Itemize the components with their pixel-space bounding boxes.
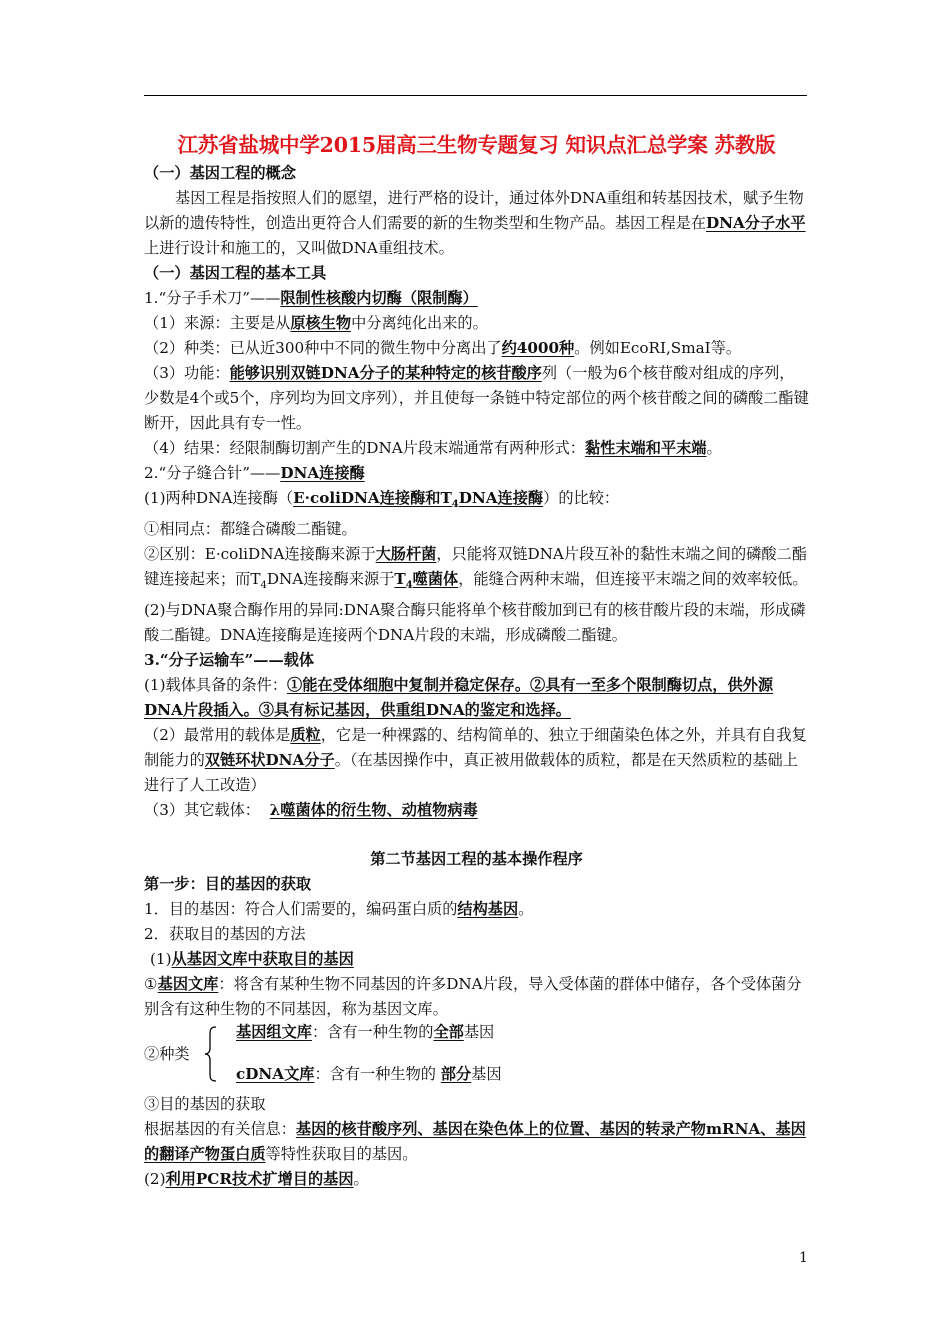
tool2-vs-polymerase: (2)与DNA聚合酶作用的异同:DNA聚合酶只能将单个核苷酸加到已有的核苷酸片段的末端，形成磷酸二酯键。DNA连接酶是连接两个DNA片段的末端，形成磷酸二酯键。 [144,601,806,645]
header-rule [144,95,807,96]
section-heading-tools: （一）基因工程的基本工具 [144,264,327,282]
get-target-info: 根据基因的有关信息：基因的核苷酸序列、基因在染色体上的位置、基因的转录产物mRNA、基因的翻译产物蛋白质等特性获取目的基因。 [144,1120,806,1164]
section-heading-concept: （一）基因工程的概念 [144,164,296,182]
method-library: (1)从基因文库中获取目的基因 [150,950,354,969]
cdna-library: cDNA文库：含有一种生物的 部分基因 [236,1065,502,1084]
gene-library-def: ①基因文库：将含有某种生物不同基因的许多DNA片段，导入受体菌的群体中储存，各个受体菌分别含有这种生物的不同基因，称为基因文库。 [144,975,802,1019]
types-label: ②种类 [144,1045,190,1064]
get-target-heading: ③目的基因的获取 [144,1095,266,1114]
target-gene-methods: 2．获取目的基因的方法 [144,925,306,944]
tool2-diff: ②区别：E·coliDNA连接酶来源于大肠杆菌，只能将双链DNA片段互补的黏性末端之间的磷酸二酯键连接起来；而$T_4DNA$连接酶来源于$T_4$噬菌体，能缝合两种末端，但连接平末端之间的效率较低。 [144,545,808,592]
document-body [144,130,809,1192]
tool1-types: （2）种类：已从近300种中不同的微生物中分离出了约4000种。例如EcoRI,SmaI等。 [144,339,742,357]
page-number: 1 [799,1250,808,1266]
tool3-heading: 3.“分子运输车”——载体 [144,651,315,670]
tool3-other: （3）其它载体： λ噬菌体的衍生物、动植物病毒 [144,801,478,820]
target-gene-def: 1．目的基因：符合人们需要的，编码蛋白质的结构基因。 [144,900,534,919]
tool3-plasmid: （2）最常用的载体是质粒，它是一种裸露的、结构简单的、独立于细菌染色体之外，并具有自我复制能力的双链环状DNA分子。（在基因操作中，真正被用做载体的质粒，都是在天然质粒的基础上进行了人工改造） [144,726,807,795]
tool1-result: （4）结果：经限制酶切割产生的DNA片段末端通常有两种形式：黏性末端和平末端。 [144,439,722,457]
genomic-library: 基因组文库：含有一种生物的全部基因 [236,1023,495,1042]
tool2-compare: (1)两种DNA连接酶（E·coliDNA连接酶和$T_4DNA$连接酶）的比较： [144,489,620,511]
tool1-source: （1）来源：主要是从原核生物中分离纯化出来的。 [144,314,488,332]
library-types [144,1022,809,1086]
tool1-heading: 1.“分子手术刀”——限制性核酸内切酶（限制酶） [144,289,478,307]
tool3-conditions: (1)载体具备的条件：①能在受体细胞中复制并稳定保存。②具有一至多个限制酶切点，供外源DNA片段插入。③具有标记基因，供重组DNA的鉴定和选择。 [144,676,774,720]
tool1-function: （3）功能：能够识别双链DNA分子的某种特定的核苷酸序列（一般为6个核苷酸对组成的序列，少数是4个或5个，序列均为回文序列），并且使每一条链中特定部位的两个核苷酸之间的磷酸二酯键断开，因此具有专一性。 [144,364,809,432]
step1-heading: 第一步：目的基因的获取 [144,875,312,894]
concept-paragraph: 基因工程是指按照人们的愿望，进行严格的设计，通过体外DNA重组和转基因技术，赋予生物以新的遗传特性，创造出更符合人们需要的新的生物类型和生物产品。基因工程是在DNA分子水平上进行设计和施工的，又叫做DNA重组技术。 [144,189,806,257]
pcr-method: (2)利用PCR技术扩增目的基因。 [144,1170,369,1189]
tool2-heading: 2.“分子缝合针”——DNA连接酶 [144,464,365,482]
curly-brace-icon [204,1026,218,1082]
document-title: 江苏省盐城中学2015届高三生物专题复习 知识点汇总学案 苏教版 [177,133,776,157]
section2-title: 第二节基因工程的基本操作程序 [370,850,583,869]
tool2-same: ①相同点：都缝合磷酸二酯键。 [144,520,357,539]
